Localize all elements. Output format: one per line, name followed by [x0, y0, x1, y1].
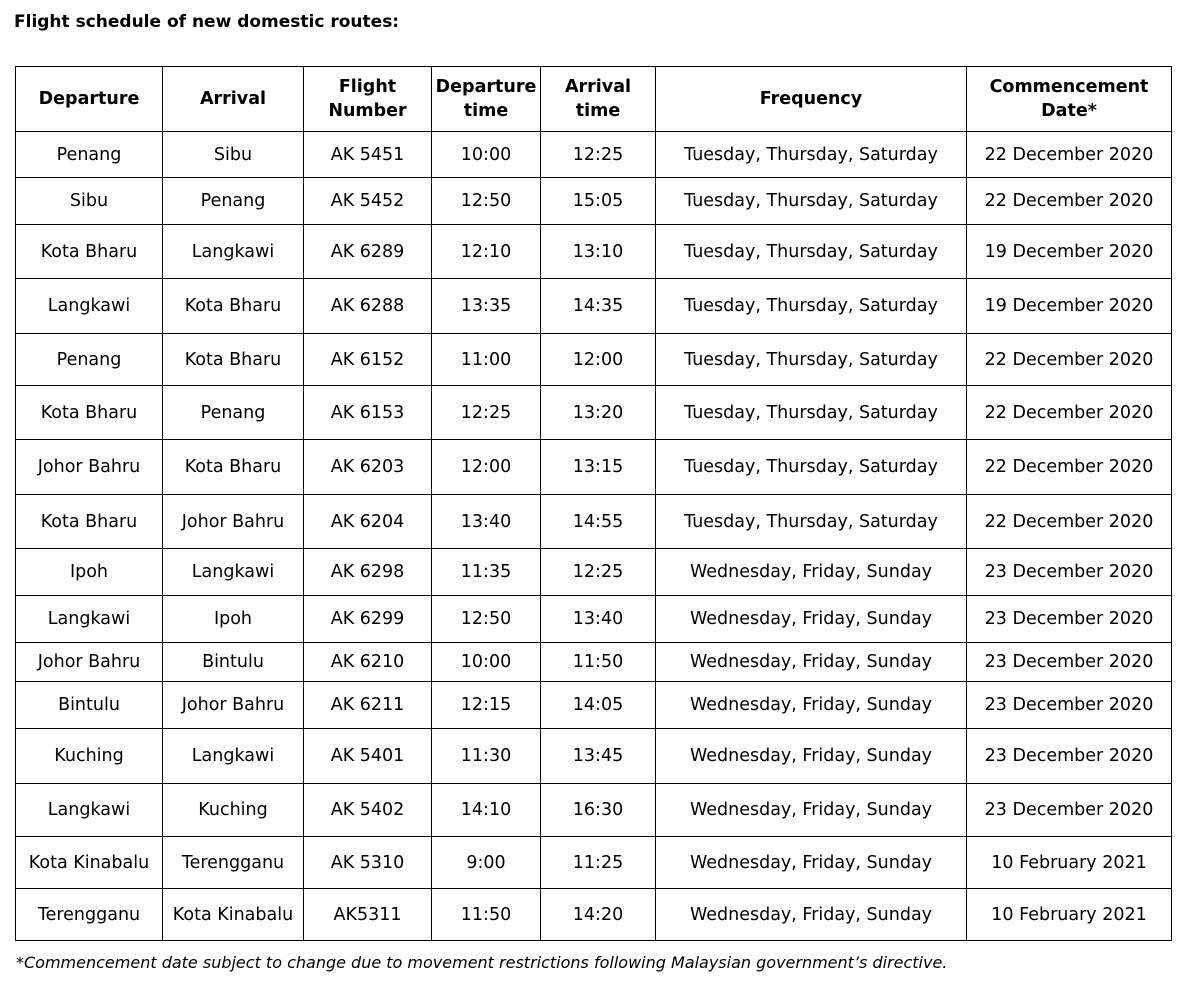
departure-time-cell: 13:35: [432, 279, 541, 334]
arrival-cell: Kota Bharu: [163, 440, 304, 495]
table-row: [16, 549, 1172, 596]
frequency-cell: Tuesday, Thursday, Saturday: [656, 178, 967, 225]
commencement-date-cell: 23 December 2020: [967, 596, 1172, 643]
frequency-cell: Tuesday, Thursday, Saturday: [656, 386, 967, 440]
arrival-time-cell: 11:25: [541, 837, 656, 889]
departure-cell: Kota Bharu: [16, 225, 163, 279]
departure-cell: Kuching: [16, 729, 163, 784]
arrival-time-cell: 14:05: [541, 682, 656, 729]
table-row: [16, 132, 1172, 178]
arrival-time-cell: 16:30: [541, 784, 656, 837]
table-row: [16, 440, 1172, 495]
header-arrival-time: Arrival time: [541, 67, 656, 132]
departure-time-cell: 12:00: [432, 440, 541, 495]
arrival-cell: Penang: [163, 386, 304, 440]
frequency-cell: Tuesday, Thursday, Saturday: [656, 495, 967, 549]
departure-cell: Bintulu: [16, 682, 163, 729]
departure-time-cell: 12:50: [432, 596, 541, 643]
departure-time-cell: 12:25: [432, 386, 541, 440]
table-row: [16, 334, 1172, 386]
header-row: [16, 67, 1172, 132]
commencement-date-cell: 23 December 2020: [967, 643, 1172, 682]
header-frequency: Frequency: [656, 67, 967, 132]
departure-cell: Johor Bahru: [16, 643, 163, 682]
table-row: [16, 784, 1172, 837]
frequency-cell: Tuesday, Thursday, Saturday: [656, 225, 967, 279]
arrival-time-cell: 14:55: [541, 495, 656, 549]
flight-number-cell: AK 5451: [304, 132, 432, 178]
departure-time-cell: 10:00: [432, 132, 541, 178]
frequency-cell: Wednesday, Friday, Sunday: [656, 596, 967, 643]
arrival-cell: Johor Bahru: [163, 682, 304, 729]
footnote: *Commencement date subject to change due to movement restrictions following Malaysian government’s directive.: [16, 953, 948, 972]
arrival-cell: Johor Bahru: [163, 495, 304, 549]
departure-cell: Kota Bharu: [16, 495, 163, 549]
commencement-date-cell: 22 December 2020: [967, 386, 1172, 440]
arrival-time-cell: 13:20: [541, 386, 656, 440]
table-row: [16, 889, 1172, 941]
departure-cell: Langkawi: [16, 784, 163, 837]
table-row: [16, 643, 1172, 682]
arrival-cell: Kota Kinabalu: [163, 889, 304, 941]
departure-cell: Langkawi: [16, 596, 163, 643]
table-row: [16, 178, 1172, 225]
page-title: Flight schedule of new domestic routes:: [14, 12, 400, 32]
departure-cell: Kota Kinabalu: [16, 837, 163, 889]
departure-time-cell: 12:15: [432, 682, 541, 729]
table-row: [16, 495, 1172, 549]
arrival-cell: Kota Bharu: [163, 279, 304, 334]
arrival-cell: Langkawi: [163, 225, 304, 279]
frequency-cell: Tuesday, Thursday, Saturday: [656, 440, 967, 495]
arrival-cell: Langkawi: [163, 549, 304, 596]
flight-number-cell: AK5311: [304, 889, 432, 941]
departure-time-cell: 12:50: [432, 178, 541, 225]
commencement-date-cell: 23 December 2020: [967, 549, 1172, 596]
header-arrival: Arrival: [163, 67, 304, 132]
arrival-time-cell: 13:40: [541, 596, 656, 643]
frequency-cell: Wednesday, Friday, Sunday: [656, 889, 967, 941]
arrival-time-cell: 12:25: [541, 549, 656, 596]
departure-time-cell: 11:35: [432, 549, 541, 596]
frequency-cell: Wednesday, Friday, Sunday: [656, 682, 967, 729]
departure-cell: Sibu: [16, 178, 163, 225]
departure-cell: Terengganu: [16, 889, 163, 941]
frequency-cell: Wednesday, Friday, Sunday: [656, 837, 967, 889]
arrival-time-cell: 11:50: [541, 643, 656, 682]
arrival-time-cell: 14:20: [541, 889, 656, 941]
arrival-cell: Bintulu: [163, 643, 304, 682]
arrival-time-cell: 15:05: [541, 178, 656, 225]
commencement-date-cell: 19 December 2020: [967, 279, 1172, 334]
header-flight-number: Flight Number: [304, 67, 432, 132]
commencement-date-cell: 22 December 2020: [967, 178, 1172, 225]
flight-number-cell: AK 6153: [304, 386, 432, 440]
commencement-date-cell: 22 December 2020: [967, 495, 1172, 549]
arrival-cell: Langkawi: [163, 729, 304, 784]
commencement-date-cell: 10 February 2021: [967, 889, 1172, 941]
table-row: [16, 386, 1172, 440]
flight-number-cell: AK 6203: [304, 440, 432, 495]
table-row: [16, 682, 1172, 729]
departure-time-cell: 11:50: [432, 889, 541, 941]
commencement-date-cell: 23 December 2020: [967, 729, 1172, 784]
arrival-cell: Ipoh: [163, 596, 304, 643]
commencement-date-cell: 23 December 2020: [967, 784, 1172, 837]
departure-time-cell: 11:00: [432, 334, 541, 386]
flight-number-cell: AK 6204: [304, 495, 432, 549]
arrival-cell: Penang: [163, 178, 304, 225]
arrival-cell: Sibu: [163, 132, 304, 178]
departure-time-cell: 9:00: [432, 837, 541, 889]
commencement-date-cell: 22 December 2020: [967, 132, 1172, 178]
commencement-date-cell: 19 December 2020: [967, 225, 1172, 279]
flight-number-cell: AK 5402: [304, 784, 432, 837]
flight-number-cell: AK 6152: [304, 334, 432, 386]
flight-number-cell: AK 6298: [304, 549, 432, 596]
flight-number-cell: AK 6288: [304, 279, 432, 334]
departure-cell: Langkawi: [16, 279, 163, 334]
arrival-cell: Terengganu: [163, 837, 304, 889]
commencement-date-cell: 23 December 2020: [967, 682, 1172, 729]
table-row: [16, 225, 1172, 279]
frequency-cell: Wednesday, Friday, Sunday: [656, 784, 967, 837]
frequency-cell: Wednesday, Friday, Sunday: [656, 729, 967, 784]
arrival-time-cell: 13:15: [541, 440, 656, 495]
table-row: [16, 837, 1172, 889]
departure-cell: Penang: [16, 132, 163, 178]
arrival-cell: Kuching: [163, 784, 304, 837]
flight-number-cell: AK 5310: [304, 837, 432, 889]
arrival-time-cell: 12:00: [541, 334, 656, 386]
departure-cell: Penang: [16, 334, 163, 386]
arrival-time-cell: 14:35: [541, 279, 656, 334]
departure-time-cell: 11:30: [432, 729, 541, 784]
frequency-cell: Tuesday, Thursday, Saturday: [656, 279, 967, 334]
departure-time-cell: 12:10: [432, 225, 541, 279]
flight-schedule-table: [15, 66, 1172, 941]
departure-time-cell: 14:10: [432, 784, 541, 837]
commencement-date-cell: 22 December 2020: [967, 440, 1172, 495]
arrival-time-cell: 13:45: [541, 729, 656, 784]
flight-number-cell: AK 6299: [304, 596, 432, 643]
header-departure: Departure: [16, 67, 163, 132]
departure-time-cell: 13:40: [432, 495, 541, 549]
commencement-date-cell: 10 February 2021: [967, 837, 1172, 889]
departure-time-cell: 10:00: [432, 643, 541, 682]
table-row: [16, 729, 1172, 784]
commencement-date-cell: 22 December 2020: [967, 334, 1172, 386]
arrival-time-cell: 13:10: [541, 225, 656, 279]
flight-number-cell: AK 6289: [304, 225, 432, 279]
arrival-time-cell: 12:25: [541, 132, 656, 178]
flight-number-cell: AK 5452: [304, 178, 432, 225]
frequency-cell: Wednesday, Friday, Sunday: [656, 549, 967, 596]
frequency-cell: Tuesday, Thursday, Saturday: [656, 334, 967, 386]
flight-number-cell: AK 6210: [304, 643, 432, 682]
frequency-cell: Wednesday, Friday, Sunday: [656, 643, 967, 682]
departure-cell: Kota Bharu: [16, 386, 163, 440]
arrival-cell: Kota Bharu: [163, 334, 304, 386]
table-row: [16, 279, 1172, 334]
header-departure-time: Departure time: [432, 67, 541, 132]
flight-number-cell: AK 6211: [304, 682, 432, 729]
departure-cell: Johor Bahru: [16, 440, 163, 495]
frequency-cell: Tuesday, Thursday, Saturday: [656, 132, 967, 178]
table-row: [16, 596, 1172, 643]
header-commencement-date: Commencement Date*: [967, 67, 1172, 132]
departure-cell: Ipoh: [16, 549, 163, 596]
flight-number-cell: AK 5401: [304, 729, 432, 784]
